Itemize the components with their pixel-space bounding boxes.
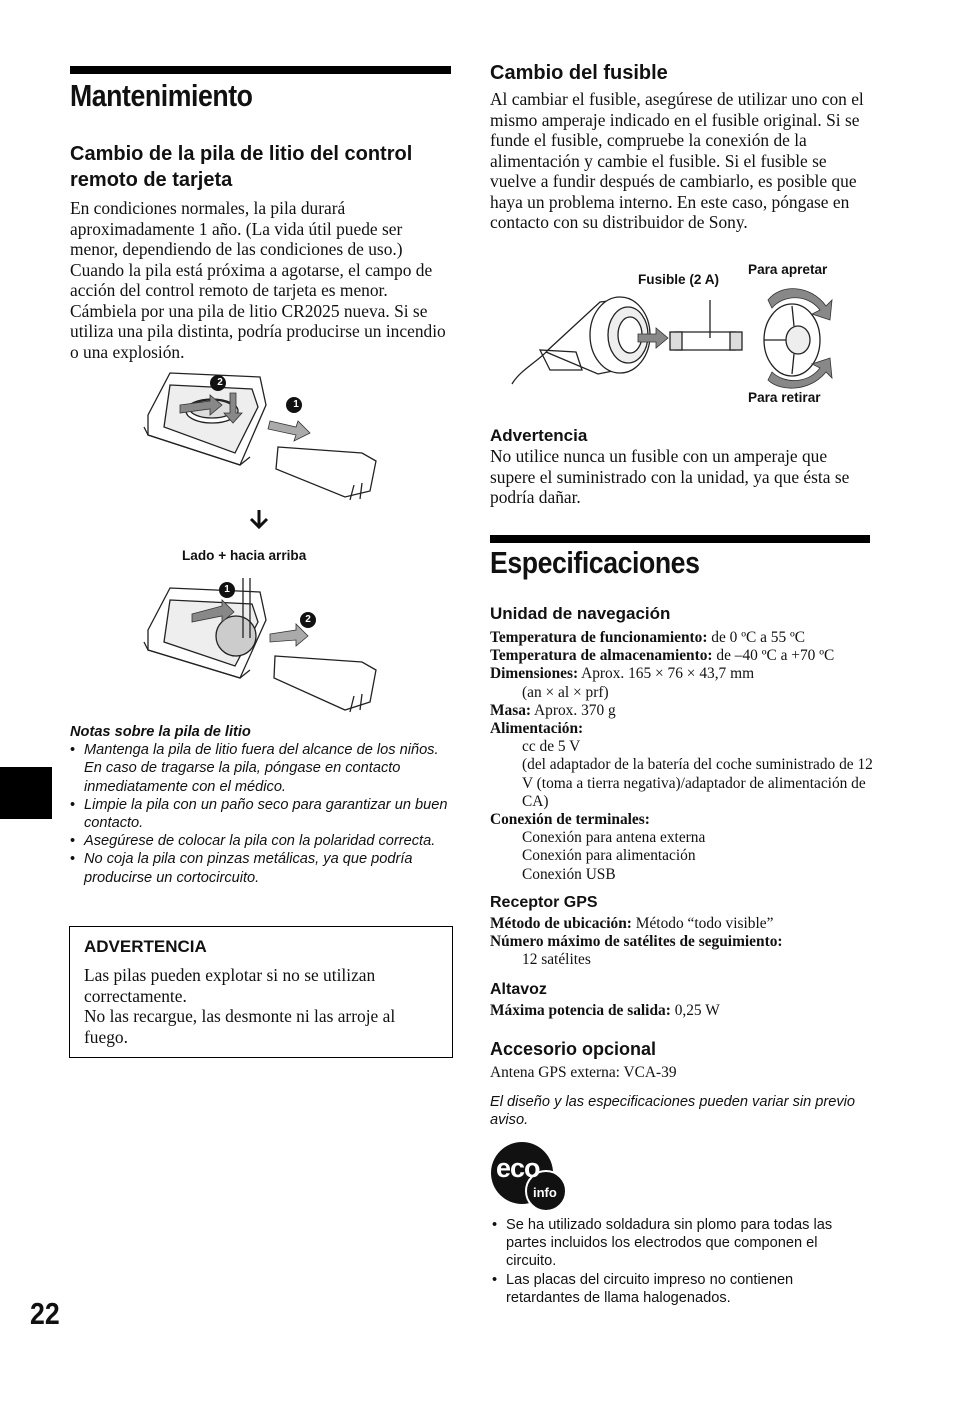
figure-label-lado-positivo: Lado + hacia arriba (182, 548, 307, 563)
fuse-heading: Cambio del fusible (490, 62, 668, 84)
spec-method-label: Método de ubicación: (490, 915, 632, 932)
battery-notes (70, 723, 452, 887)
spec-term-2: Conexión para alimentación (522, 847, 696, 865)
battery-body: En condiciones normales, la pila durará aproximadamente 1 año. (La vida útil puede ser menor, dependiendo de las condiciones de uso.) Cuando la pila está próxima a agotarse, el campo de acción del control remoto de tarjeta es menor. Cámbiela por una pila de litio CR2025 nueva. Si se utiliza una pila distinta, podría producirse un incendio o una explosión. (70, 198, 446, 362)
section-title-mantenimiento: Mantenimiento (70, 78, 253, 113)
page-number: 22 (30, 1296, 60, 1331)
spec-dim-label: Dimensiones: (490, 665, 579, 683)
section-tab-marker (0, 767, 52, 819)
spec-dim-value: Aprox. 165 × 76 × 43,7 mm (578, 665, 755, 683)
note-item: • Mantenga la pila de litio fuera del alcance de los niños. En caso de tragarse la pila, póngase en contacto inmediatamente con el médico. (70, 741, 452, 796)
notes-title: Notas sobre la pila de litio (70, 724, 251, 740)
battery-heading: Cambio de la pila de litio del control remoto de tarjeta (70, 143, 413, 191)
accessory-heading: Accesorio opcional (490, 1039, 657, 1059)
spec-power-1: cc de 5 V (522, 738, 581, 756)
nav-unit-specs (490, 629, 880, 884)
eco-item: • Se ha utilizado soldadura sin plomo para todas las partes incluidos los electrodos que componen el circuito. (490, 1216, 870, 1271)
speaker-heading: Altavoz (490, 981, 547, 998)
spec-term-1: Conexión para antena externa (522, 829, 706, 847)
warning-box-line-1: Las pilas pueden explotar si no se utilizan correctamente. (84, 965, 376, 1006)
accessory-value: Antena GPS externa: VCA-39 (490, 1064, 677, 1081)
section-title-especificaciones: Especificaciones (490, 545, 700, 580)
note-item: • Limpie la pila con un paño seco para garantizar un buen contacto. (70, 796, 452, 832)
spec-disclaimer: El diseño y las especificaciones pueden variar sin previo aviso. (490, 1094, 856, 1129)
figure-step-2-bottom-number: 2 (305, 614, 311, 625)
down-arrow-icon (248, 508, 270, 530)
gps-heading: Receptor GPS (490, 894, 598, 911)
spec-st-temp-label: Temperatura de almacenamiento: (490, 647, 713, 665)
battery-replacement-figure-top (140, 365, 385, 505)
figure-step-1-top-number: 1 (293, 399, 299, 410)
figure-label-remove: Para retirar (748, 390, 821, 405)
warning-box-line-2: No las recargue, las desmonte ni las arroje al fuego. (84, 1006, 396, 1047)
eco-info-list (490, 1216, 870, 1307)
note-item: • No coja la pila con pinzas metálicas, ya que podría producirse un cortocircuito. (70, 850, 452, 886)
figure-step-2-top-number: 2 (217, 377, 223, 388)
fuse-warning-body: No utilice nunca un fusible con un amperaje que supere el suministrado con la unidad, ya que ésta se podría dañar. (490, 446, 850, 507)
spec-st-temp-value: de –40 ºC a +70 ºC (712, 647, 835, 665)
spec-op-temp-label: Temperatura de funcionamiento: (490, 629, 708, 646)
battery-replacement-figure-bottom (140, 578, 385, 718)
fuse-body: Al cambiar el fusible, asegúrese de utilizar uno con el mismo amperaje indicado en el fusible original. Si se funde el fusible, compruebe la conexión de la alimentación y cambie el fusible. Si el fusible se vuelve a fundir después de cambiarlo, es posible que haya un problema interno. En este caso, póngase en contacto con su distribuidor de Sony. (490, 89, 864, 232)
spec-term-label: Conexión de terminales: (490, 811, 650, 829)
spec-sat-value: 12 satélites (522, 951, 591, 969)
spec-term-3: Conexión USB (522, 865, 616, 883)
note-item: • Asegúrese de colocar la pila con la polaridad correcta. (70, 832, 452, 850)
spec-power-label: Alimentación: (490, 720, 584, 738)
figure-label-tighten: Para apretar (748, 262, 828, 277)
spec-method-value: Método “todo visible” (631, 915, 774, 932)
eco-info-logo (491, 1142, 571, 1208)
fuse-replacement-figure (510, 280, 840, 390)
figure-label-fuse: Fusible (2 A) (638, 272, 720, 287)
eco-logo-subtext: info (533, 1185, 557, 1200)
spec-mass-value: Aprox. 370 g (531, 701, 616, 719)
spec-op-temp-value: de 0 ºC a 55 ºC (707, 629, 806, 646)
warning-box-title: ADVERTENCIA (84, 937, 207, 956)
speaker-specs (490, 1002, 880, 1020)
eco-item: • Las placas del circuito impreso no contienen retardantes de llama halogenados. (490, 1271, 870, 1307)
gps-specs (490, 915, 880, 970)
title-rule-especificaciones (490, 535, 870, 543)
eco-logo-text: eco (496, 1153, 540, 1183)
spec-mass-label: Masa: (490, 701, 532, 719)
spec-dim-note: (an × al × prf) (522, 683, 609, 701)
nav-unit-heading: Unidad de navegación (490, 604, 671, 623)
title-rule-mantenimiento (70, 66, 451, 74)
spec-speaker-value: 0,25 W (670, 1002, 720, 1019)
warning-box (69, 926, 453, 1058)
spec-power-2: (del adaptador de la batería del coche suministrado de 12 V (toma a tierra negativa)/adaptador de alimentación de CA) (522, 756, 873, 810)
fuse-warning-heading: Advertencia (490, 426, 588, 445)
figure-step-1-bottom-number: 1 (224, 584, 230, 595)
spec-speaker-label: Máxima potencia de salida: (490, 1002, 671, 1019)
spec-sat-label: Número máximo de satélites de seguimiento: (490, 933, 783, 951)
